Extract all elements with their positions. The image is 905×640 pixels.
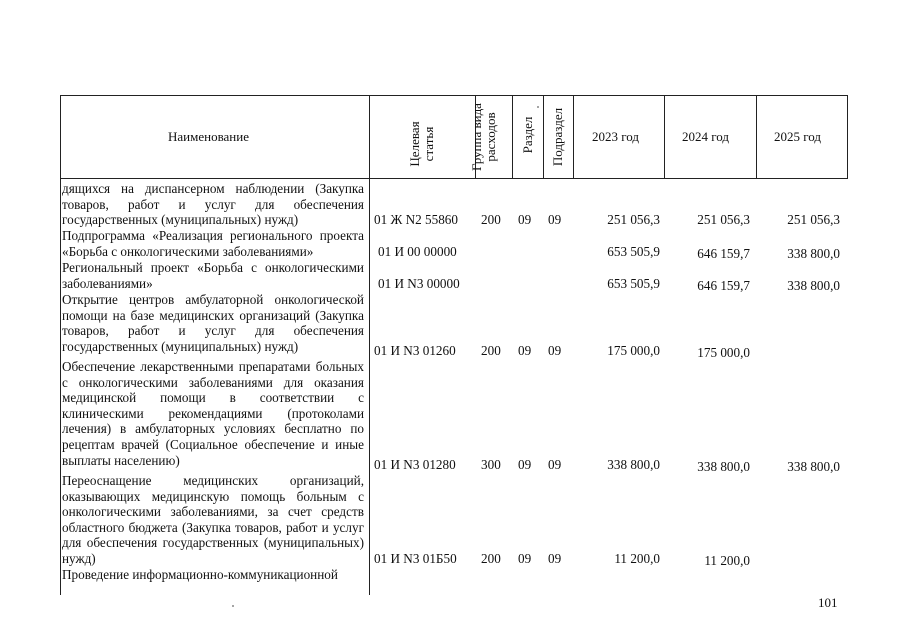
row-group: 200 [481,212,501,227]
row-target: 01 Ж N2 55860 [374,212,458,227]
header-subsection: Подраздел [550,107,565,167]
header-group-line2: расходов [483,112,498,162]
row-2023: 251 056,3 [607,212,660,227]
row-2024: 338 800,0 [697,459,750,474]
row-name: Обеспечение лекарственными препаратами больных с онкологическими заболеваниями для оказания медицинской помощи в соответствии с клиническими рекомендациями (протоколами лечения) в амбулаторных условиях бесплатно по рецептам врачей (Социальное обеспечение и иные выплаты населению) [62,359,364,468]
row-2023: 338 800,0 [607,457,660,472]
row-subsection: 09 [548,551,562,566]
row-2023: 175 000,0 [607,343,660,358]
row-section: 09 [518,212,532,227]
row-name: Переоснащение медицинских организаций, оказывающих медицинскую помощь больным с онкологическими заболеваниями, за счет средств областного бюджета (Закупка товаров, работ и услуг для обеспечения государственных (муниципальных) нужд) [62,473,364,566]
row-subsection: 09 [548,343,562,358]
row-2024: 175 000,0 [697,345,750,360]
row-group: 200 [481,551,501,566]
header-name: Наименование [168,129,249,144]
row-target: 01 И N3 01260 [374,343,456,358]
header-target-line1: Целевая [407,121,422,167]
header-group [470,97,500,177]
col-divider-1 [369,95,370,595]
row-name: дящихся на диспансерном наблюдении (Закупка товаров, работ и услуг для обеспечения государственных (муниципальных) нужд) [62,181,364,228]
col-divider-4 [543,95,544,179]
row-2024: 251 056,3 [697,212,750,227]
table-top-border [60,95,848,96]
header-2025: 2025 год [774,129,821,144]
row-2024: 11 200,0 [704,553,750,568]
row-subsection: 09 [548,212,562,227]
row-2023: 653 505,9 [607,276,660,291]
page-number: 101 [818,595,838,610]
row-group: 200 [481,343,501,358]
col-divider-7 [756,95,757,179]
row-section: 09 [518,551,532,566]
header-section: Раздел [520,116,535,154]
row-name: Региональный проект «Борьба с онкологическими заболеваниями» [62,260,364,291]
header-bottom-border [60,178,848,179]
col-divider-5 [573,95,574,179]
row-2025: 338 800,0 [787,459,840,474]
row-target: 01 И N3 01280 [374,457,456,472]
row-2023: 11 200,0 [614,551,660,566]
row-target: 01 И N3 00000 [378,276,460,291]
row-2025: 251 056,3 [787,212,840,227]
header-2023: 2023 год [592,129,639,144]
row-section: 09 [518,457,532,472]
row-subsection: 09 [548,457,562,472]
col-divider-3 [512,95,513,179]
header-target-line2: статья [421,126,436,162]
header-2024: 2024 год [682,129,729,144]
row-name: Проведение информационно-коммуникационной [62,567,338,582]
scan-speck [537,106,539,108]
header-group-line1: Группа вида [469,103,484,171]
row-name: Открытие центров амбулаторной онкологической помощи на базе медицинских организаций (Закупка товаров, работ и услуг для обеспечения государственных (муниципальных) нужд) [62,292,364,354]
scan-speck [232,605,234,607]
row-target: 01 И 00 00000 [378,244,457,259]
row-2025: 338 800,0 [787,246,840,261]
row-target: 01 И N3 01Б50 [374,551,457,566]
row-section: 09 [518,343,532,358]
row-2024: 646 159,7 [697,278,750,293]
row-2023: 653 505,9 [607,244,660,259]
row-name: Подпрограмма «Реализация регионального проекта «Борьба с онкологическими заболеваниями» [62,228,364,259]
row-2025: 338 800,0 [787,278,840,293]
col-divider-6 [664,95,665,179]
row-group: 300 [481,457,501,472]
table-right-border [847,95,848,179]
header-target [408,94,436,194]
table-left-border [60,95,61,595]
row-2024: 646 159,7 [697,246,750,261]
